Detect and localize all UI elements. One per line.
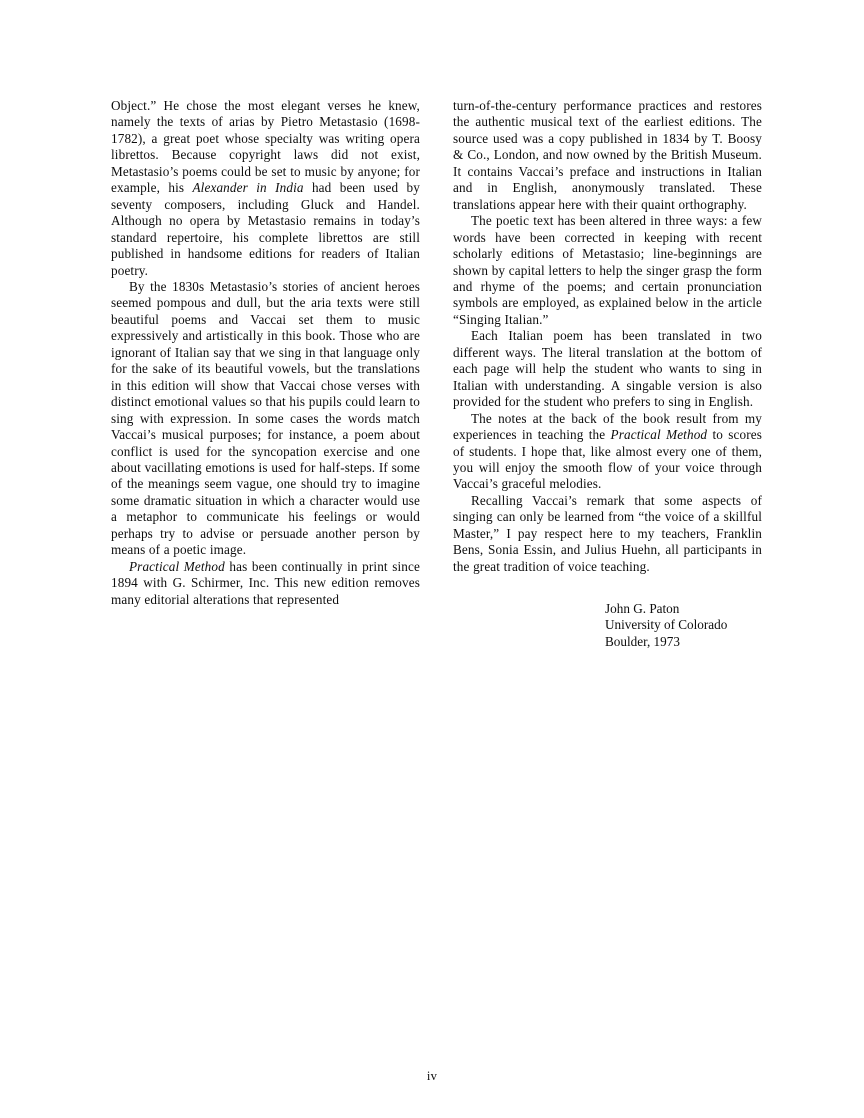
paragraph-practical-method-print: Practical Method has been continually in print since 1894 with G. Schirmer, Inc. This new edition removes many editorial alterations that represented	[111, 558, 420, 607]
paragraph-object: Object.” He chose the most elegant verses he knew, namely the texts of arias by Pietro Metastasio (1698-1782), a great poet whose specialty was writing opera librettos. Because copyright laws did not exist, Metastasio’s poems could be set to music by anyone; for example, his Alexander in India had been used by seventy composers, including Gluck and Handel. Although no opera by Metastasio remains in today’s standard repertoire, his complete librettos are still published in handsome editions for readers of Italian poetry.	[111, 98, 420, 278]
paragraph-1830s: By the 1830s Metastasio’s stories of ancient heroes seemed pompous and dull, but the aria texts were still beautiful poems and Vaccai set them to music expressively and artistically in this book. Those who are ignorant of Italian say that we sing in that language only for the sake of its beautiful vowels, but the translations in this edition will show that Vaccai chose verses with distinct emotional values so that his pupils could learn to sing with expression. In some cases the words match Vaccai’s musical purposes; for instance, a poem about conflict is used for the syncopation exercise and one about vacillating emotions is used for half-steps. If some of the meanings seem vague, one should try to imagine some dramatic situation in which a character would use a metaphor to communicate his feelings or would perhaps try to advise or persuade another person by means of a poetic image.	[111, 278, 420, 558]
signature-place-date: Boulder, 1973	[605, 633, 680, 649]
signature-author-name: John G. Paton	[605, 601, 680, 616]
left-column	[111, 98, 420, 608]
right-column	[453, 98, 762, 608]
paragraph-each-italian-poem: Each Italian poem has been translated in two different ways. The literal translation at the bottom of each page will help the student who wants to sing in Italian with understanding. A singable version is also provided for the student who prefers to sing in English.	[453, 328, 762, 410]
italic-title: Practical Method	[610, 427, 708, 443]
two-column-text-body	[111, 98, 762, 608]
signature-block	[605, 601, 727, 650]
paragraph-recalling: Recalling Vaccai’s remark that some aspects of singing can only be learned from “the voice of a skillful Master,” I pay respect here to my teachers, Franklin Bens, Sonia Essin, and Julius Huehn, all participants in the great tradition of voice teaching.	[453, 492, 762, 574]
page-number-folio: iv	[426, 1069, 438, 1083]
italic-title: Practical Method	[129, 558, 225, 574]
paragraph-notes-at-back: The notes at the back of the book result from my experiences in teaching the Practical Method to scores of students. I hope that, like almost every one of them, you will enjoy the smooth flow of your voice through Vaccai’s graceful melodies.	[453, 410, 762, 492]
italic-title: Alexander in India	[192, 180, 304, 196]
paragraph-poetic-text: The poetic text has been altered in three ways: a few words have been corrected in keeping with recent scholarly editions of Metastasio; line-beginnings are shown by capital letters to help the singer grasp the form and rhyme of the poems; and certain pronunciation symbols are employed, as explained below in the article “Singing Italian.”	[453, 213, 762, 327]
signature-affiliation: University of Colorado	[605, 617, 728, 633]
paragraph-turn-of-century: turn-of-the-century performance practices and restores the authentic musical text of the earliest editions. The source used was a copy published in 1834 by T. Boosy & Co., London, and now owned by the British Museum. It contains Vaccai’s preface and instructions in Italian and in English, anonymously translated. These translations appear here with their quaint orthography.	[453, 98, 762, 212]
